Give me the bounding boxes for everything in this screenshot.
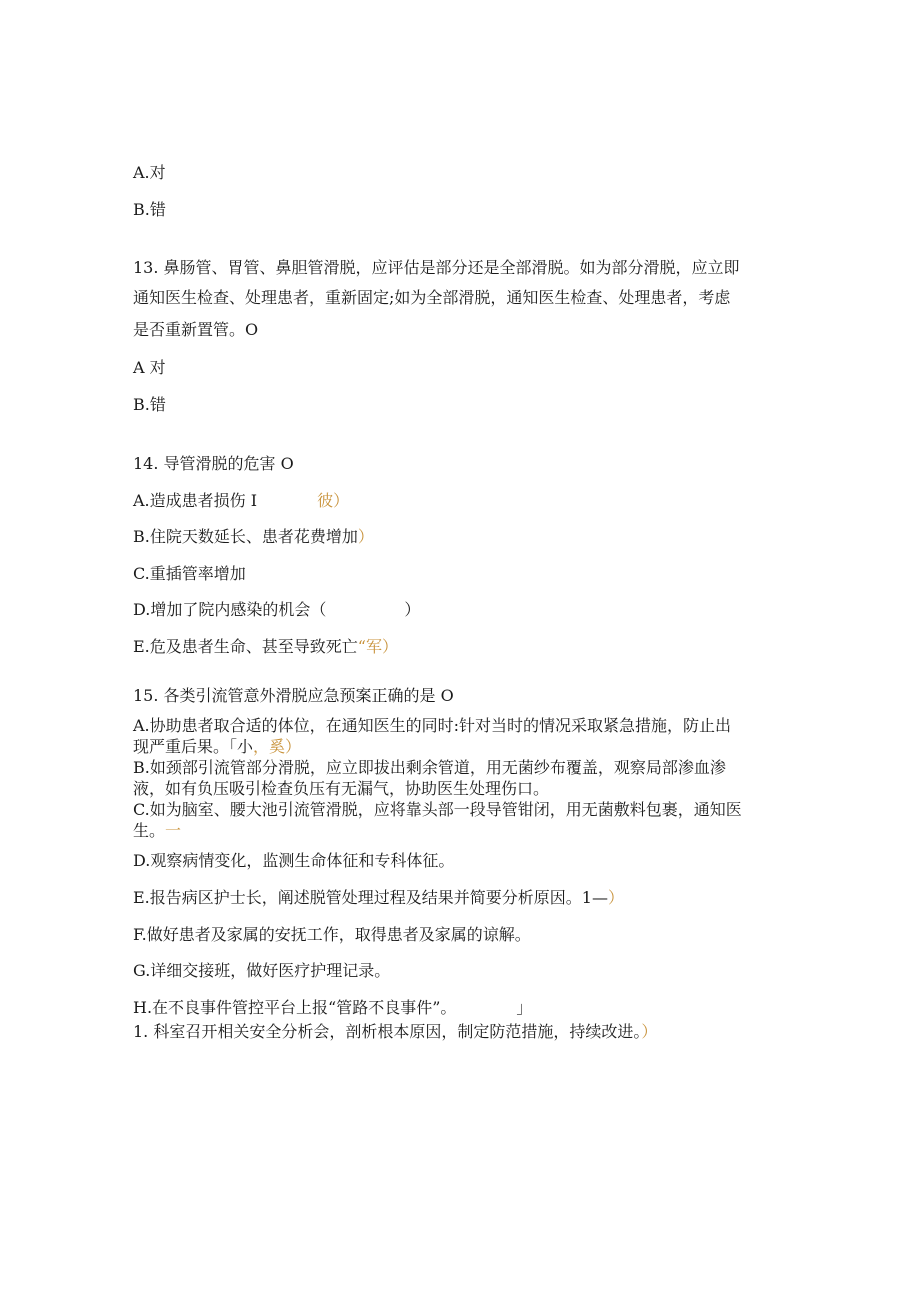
q14-option-d-text: D.增加了院内感染的机会（ (133, 600, 327, 619)
q14-option-c: C.重插管率增加 (133, 564, 246, 583)
q14-option-e-text: E.危及患者生命、甚至导致死亡 (133, 637, 358, 656)
q13-option-a: A 对 (133, 358, 166, 377)
q15-option-h-text: H.在不良事件管控平台上报“管路不良事件”。 (133, 998, 457, 1017)
q15-option-f: F.做好患者及家属的安抚工作，取得患者及家属的谅解。 (133, 925, 531, 944)
q15-option-i-annotation: ） (641, 1022, 658, 1041)
q12-option-b: B.错 (133, 200, 166, 219)
q15-option-a-line2 (133, 737, 301, 757)
q14-option-e (133, 637, 398, 657)
q14-option-b (133, 527, 374, 547)
q15-option-e-annotation: ） (607, 888, 624, 907)
q15-option-c-line2-text: 生。 (133, 821, 166, 840)
q13-stem-line1: 13. 鼻肠管、胃管、鼻胆管滑脱，应评估是部分还是全部滑脱。如为部分滑脱，应立即 (133, 258, 740, 277)
q15-option-h-annotation: 」 (516, 998, 533, 1017)
q13-option-b: B.错 (133, 395, 166, 414)
q14-option-a (133, 491, 349, 511)
q12-option-a: A.对 (133, 163, 166, 182)
q15-option-g: G.详细交接班，做好医疗护理记录。 (133, 961, 391, 980)
q14-stem: 14. 导管滑脱的危害 O (133, 454, 294, 473)
q15-option-e-text: E.报告病区护士长，阐述脱管处理过程及结果并简要分析原因。1— (133, 888, 608, 907)
q14-option-d-close: ） (404, 600, 421, 619)
q15-option-d: D.观察病情变化，监测生命体征和专科体征。 (133, 851, 455, 870)
q15-option-c-line2 (133, 821, 181, 841)
q15-option-e (133, 888, 624, 908)
q15-option-i (133, 1022, 657, 1042)
q13-stem-line2: 通知医生检查、处理患者，重新固定;如为全部滑脱，通知医生检查、处理患者，考虑 (133, 288, 731, 307)
q15-option-b-line1: B.如颈部引流管部分滑脱，应立即拔出剩余管道，用无菌纱布覆盖，观察局部渗血渗 (133, 758, 726, 777)
q15-option-i-text: 1. 科室召开相关安全分析会，剖析根本原因，制定防范措施，持续改进。 (133, 1022, 642, 1041)
q15-option-h (133, 998, 532, 1018)
q13-stem-line3: 是否重新置管。O (133, 320, 259, 339)
q15-option-a-line2-text: 现严重后果。「小 (133, 737, 254, 756)
q14-option-d (133, 600, 420, 620)
q14-option-e-annotation: “军） (357, 637, 398, 656)
q14-option-b-text: B.住院天数延长、患者花费增加 (133, 527, 358, 546)
q15-option-a-line1: A.协助患者取合适的体位，在通知医生的同时:针对当时的情况采取紧急措施，防止出 (133, 716, 732, 735)
q15-option-a-annotation: ，奚） (253, 737, 302, 756)
q14-option-b-annotation: ） (357, 527, 374, 546)
q15-option-c-annotation: 一 (165, 821, 182, 840)
q14-option-a-text: A.造成患者损伤 I (133, 491, 258, 510)
q14-option-a-annotation: 彼） (317, 491, 350, 510)
q15-stem: 15. 各类引流管意外滑脱应急预案正确的是 O (133, 686, 454, 705)
q15-option-c-line1: C.如为脑室、腰大池引流管滑脱，应将靠头部一段导管钳闭，用无菌敷料包裹，通知医 (133, 800, 742, 819)
q15-option-b-line2: 液，如有负压吸引检查负压有无漏气，协助医生处理伤口。 (133, 779, 550, 798)
